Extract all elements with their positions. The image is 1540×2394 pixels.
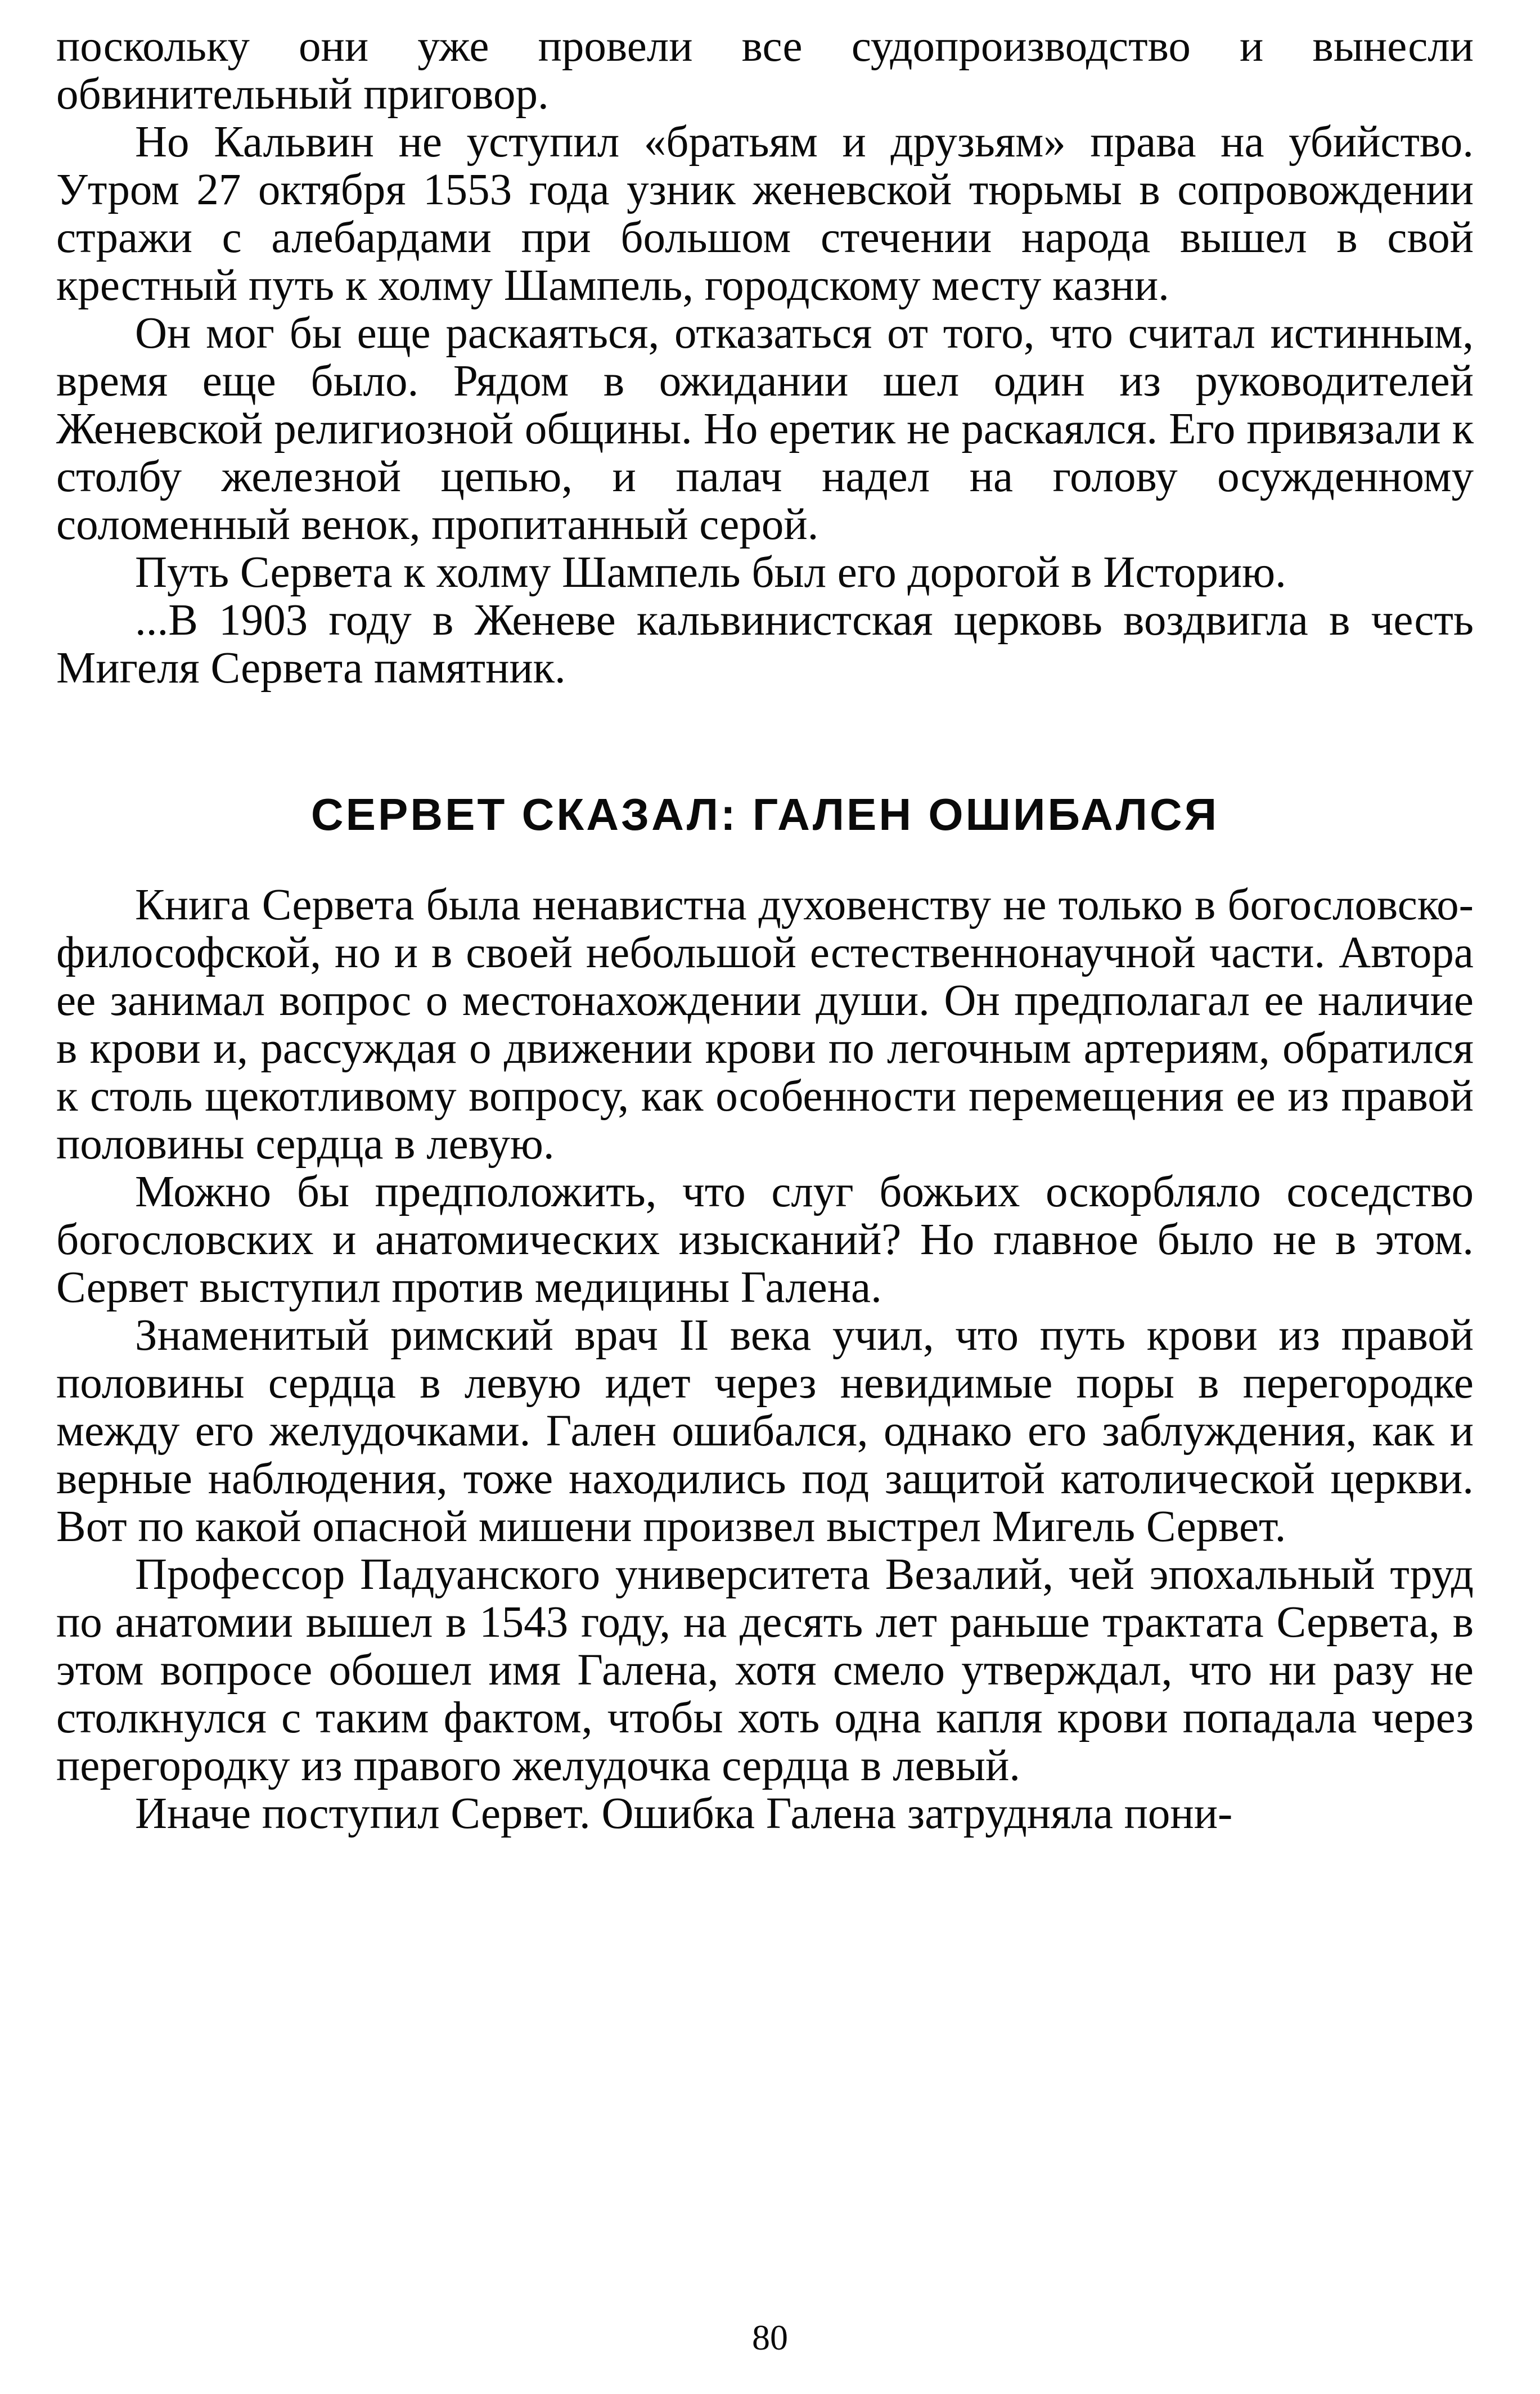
paragraph-book-hated: Книга Сервета была ненавистна духовенству не только в богословско-философской, но и в своей небольшой естественнонаучной части. Автора ее занимал вопрос о местонахождении души. Он предполагал ее наличие в крови и, рассуждая о движении крови по легочным артериям, обратился к столь щекотливому вопросу, как особенности перемещения ее из правой половины сердца в левую. xyxy=(56,881,1474,1169)
paragraph-continued: поскольку они уже провели все судопроизводство и вынесли обвинительный приговор. xyxy=(56,22,1474,119)
paragraph-calvin: Но Кальвин не уступил «братьям и друзьям» права на убийство. Утром 27 октября 1553 года узник женевской тюрьмы в сопровождении стражи с алебардами при большом стечении народа вышел в свой крестный путь к холму Шампель, городскому месту казни. xyxy=(56,118,1474,310)
paragraph-servetus-differently: Иначе поступил Сервет. Ошибка Галена затрудняла пони- xyxy=(135,1789,1233,1838)
paragraph-monument: ...В 1903 году в Женеве кальвинистская церковь воздвигла в честь Мигеля Сервета памятник. xyxy=(56,596,1474,693)
paragraph-execution: Он мог бы еще раскаяться, отказаться от того, что считал истинным, время еще было. Рядом в ожидании шел один из руководителей Женевской религиозной общины. Но еретик не раскаялся. Его привязали к столбу железной цепью, и палач надел на голову осужденному соломенный венок, пропитанный серой. xyxy=(56,309,1474,549)
book-page xyxy=(56,23,1474,1838)
paragraph-roman-physician: Знаменитый римский врач II века учил, что путь крови из правой половины сердца в левую идет через невидимые поры в перегородке между его желудочками. Гален ошибался, однако его заблуждения, как и верные наблюдения, тоже находились под защитой католической церкви. Вот по какой опасной мишени произвел выстрел Мигель Сервет. xyxy=(56,1311,1474,1551)
paragraph-road-to-history: Путь Сервета к холму Шампель был его дорогой в Историю. xyxy=(135,548,1286,597)
page-number: 80 xyxy=(752,2317,788,2357)
paragraph-vesalius: Профессор Падуанского университета Везалий, чей эпохальный труд по анатомии вышел в 1543 году, на десять лет раньше трактата Сервета, в этом вопросе обошел имя Галена, хотя смело утверждал, что ни разу не столкнулся с таким фактом, чтобы хоть одна капля крови попадала через перегородку из правого желудочка сердца в левый. xyxy=(56,1550,1474,1790)
section-heading: СЕРВЕТ СКАЗАЛ: ГАЛЕН ОШИБАЛСЯ xyxy=(310,789,1219,839)
section-servetus-execution xyxy=(56,23,1474,692)
section-galen xyxy=(56,788,1474,1838)
paragraph-against-galen: Можно бы предположить, что слуг божьих оскорбляло соседство богословских и анатомических изысканий? Но главное было не в этом. Сервет выступил против медицины Галена. xyxy=(56,1167,1474,1312)
